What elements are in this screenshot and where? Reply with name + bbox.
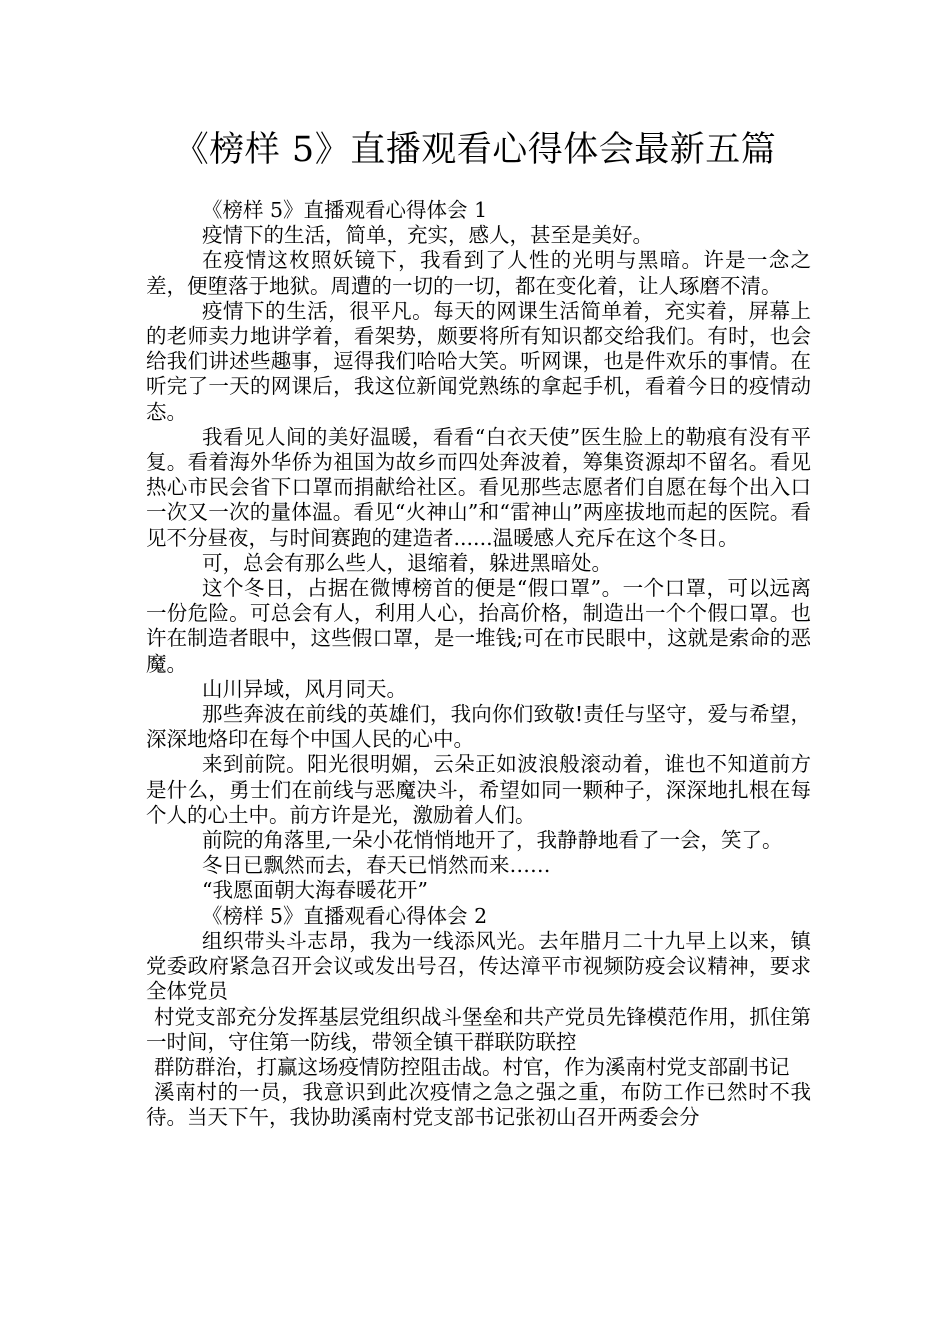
paragraph: 疫情下的生活，很平凡。每天的网课生活简单着，充实着，屏幕上的老师卖力地讲学着，看架势，颇要将所有知识都交给我们。有时，也会给我们讲述些趣事，逗得我们哈哈大笑。听网课，也是件欢乐的事情。在听完了一天的网课后，我这位新闻党熟练的拿起手机，看着今日的疫情动态。: [146, 298, 811, 424]
paragraph: 前院的角落里,一朵小花悄悄地开了，我静静地看了一会，笑了。: [202, 828, 783, 853]
document-body: [146, 198, 811, 1131]
document-title: 《榜样 5》直播观看心得体会最新五篇: [173, 130, 777, 170]
paragraph: 我看见人间的美好温暖，看看“白衣天使”医生脸上的勒痕有没有平复。看着海外华侨为祖国为故乡而四处奔波着，筹集资源却不留名。看见热心市民会省下口罩而捐献给社区。看见那些志愿者们自愿在每个出入口一次又一次的量体温。看见“火神山”和“雷神山”两座拔地而起的医院。看见不分昼夜，与时间赛跑的建造者......温暖感人充斥在这个冬日。: [146, 424, 811, 550]
paragraph: 这个冬日，占据在微博榜首的便是“假口罩”。一个口罩，可以远离一份危险。可总会有人，利用人心，抬高价格，制造出一个个假口罩。也许在制造者眼中，这些假口罩，是一堆钱;可在市民眼中，这就是索命的恶魔。: [146, 576, 811, 676]
paragraph: “我愿面朝大海春暖花开”: [202, 878, 428, 903]
paragraph: 冬日已飘然而去，春天已悄然而来……: [202, 853, 551, 878]
paragraph: 来到前院。阳光很明媚，云朵正如波浪般滚动着，谁也不知道前方是什么，勇士们在前线与恶魔决斗，希望如同一颗种子，深深地扎根在每个人的心土中。前方许是光，激励着人们。: [146, 752, 811, 827]
paragraph: 疫情下的生活，简单，充实，感人，甚至是美好。: [202, 223, 653, 248]
paragraph: 可，总会有那么些人，退缩着，躲进黑暗处。: [202, 550, 612, 575]
paragraph: 《榜样 5》直播观看心得体会 2: [202, 903, 488, 928]
paragraph: 组织带头斗志昂，我为一线添风光。去年腊月二十九早上以来，镇党委政府紧急召开会议或发出号召，传达漳平市视频防疫会议精神，要求全体党员: [146, 928, 811, 1004]
paragraph: 那些奔波在前线的英雄们，我向你们致敬!责任与坚守，爱与希望，深深地烙印在每个中国人民的心中。: [146, 702, 811, 752]
paragraph: 村党支部充分发挥基层党组织战斗堡垒和共产党员先锋模范作用，抓住第一时间，守住第一防线，带领全镇干群联防联控: [146, 1004, 811, 1054]
paragraph: 山川异域，风月同天。: [202, 676, 407, 701]
paragraph: 群防群治，打赢这场疫情防控阻击战。村官，作为溪南村党支部副书记: [154, 1054, 790, 1079]
paragraph: 溪南村的一员，我意识到此次疫情之急之强之重，布防工作已然时不我待。当天下午，我协助溪南村党支部书记张初山召开两委会分: [146, 1080, 811, 1130]
paragraph: 《榜样 5》直播观看心得体会 1: [202, 198, 488, 222]
paragraph: 在疫情这枚照妖镜下，我看到了人性的光明与黑暗。许是一念之差，便堕落于地狱。周遭的一切的一切，都在变化着，让人琢磨不清。: [146, 248, 811, 298]
